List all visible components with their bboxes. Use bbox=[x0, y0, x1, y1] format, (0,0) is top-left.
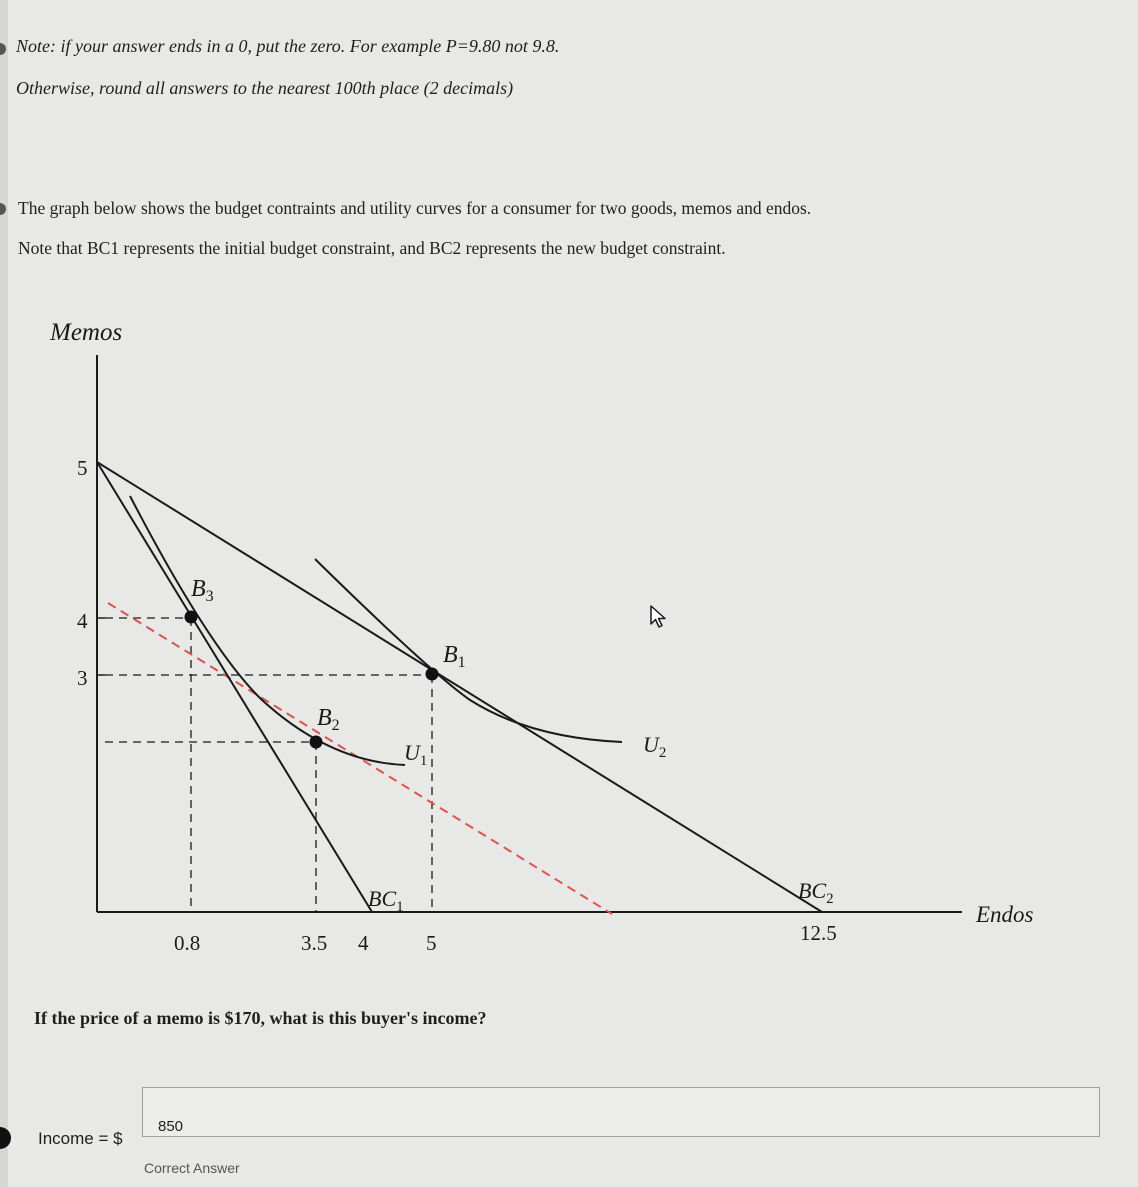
point-b3 bbox=[185, 611, 198, 624]
income-label: Income = $ bbox=[38, 1129, 123, 1148]
bc1-line bbox=[97, 462, 372, 912]
x-tick-4: 4 bbox=[358, 931, 369, 955]
intro-line-1: The graph below shows the budget contraints and utility curves for a consumer for two goods, memos and endos. bbox=[18, 198, 812, 218]
point-b1 bbox=[426, 668, 439, 681]
u2-curve bbox=[315, 559, 622, 742]
label-b3: $B_3$ bbox=[191, 576, 214, 605]
answer-bullet-icon bbox=[0, 1127, 11, 1149]
y-tick-5: 5 bbox=[77, 456, 88, 480]
point-b2 bbox=[310, 736, 323, 749]
income-value: 850 bbox=[158, 1118, 184, 1135]
bc2-line bbox=[97, 462, 822, 912]
x-tick-3-5: 3.5 bbox=[301, 931, 328, 955]
question-text: If the price of a memo is $170, what is this buyer's income? bbox=[34, 1008, 487, 1028]
y-tick-3: 3 bbox=[77, 666, 88, 690]
x-tick-5: 5 bbox=[426, 931, 437, 955]
correct-answer-status: Correct Answer bbox=[144, 1160, 240, 1176]
y-tick-4: 4 bbox=[77, 609, 88, 633]
intro-line-2: Note that BC1 represents the initial budget constraint, and BC2 represents the new budget constraint. bbox=[18, 238, 726, 258]
label-b1: $B_1$ bbox=[443, 642, 466, 671]
x-axis-label: Endos bbox=[976, 902, 1034, 927]
mouse-cursor-icon bbox=[649, 604, 669, 630]
y-axis-label: Memos bbox=[50, 319, 123, 346]
label-bc1: $BC_1$ bbox=[368, 886, 404, 915]
label-u1: $U_1$ bbox=[404, 740, 428, 769]
label-u2: $U_2$ bbox=[643, 732, 667, 761]
income-input[interactable] bbox=[142, 1087, 1100, 1137]
note-line-2: Otherwise, round all answers to the nearest 100th place (2 decimals) bbox=[16, 78, 514, 98]
u1-curve bbox=[130, 496, 405, 765]
x-tick-12-5: 12.5 bbox=[800, 921, 837, 945]
label-bc2: $BC_2$ bbox=[798, 878, 834, 907]
note-line-1: Note: if your answer ends in a 0, put the zero. For example P=9.80 not 9.8. bbox=[16, 36, 560, 56]
x-tick-0-8: 0.8 bbox=[174, 931, 201, 955]
label-b2: $B_2$ bbox=[317, 705, 340, 734]
